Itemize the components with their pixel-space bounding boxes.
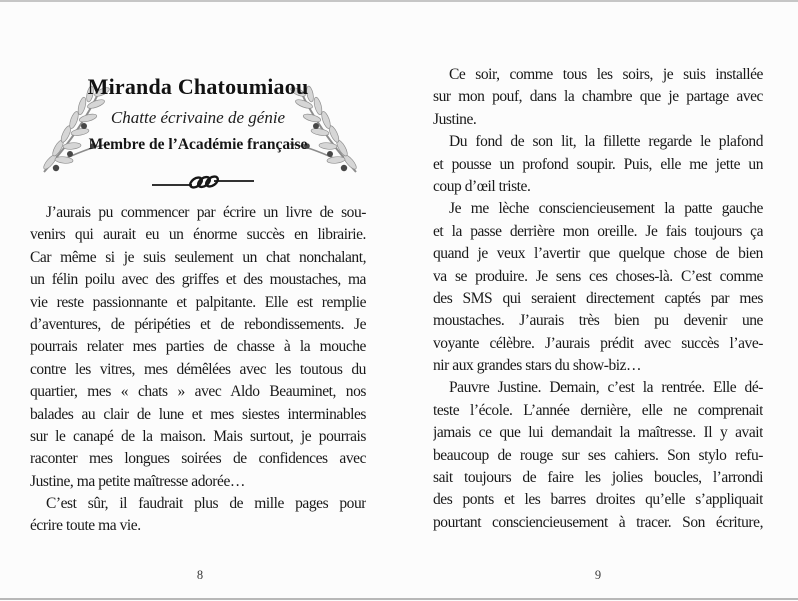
text-line: et la passe derrière mon oreille. Je fais toujours ça — [433, 222, 763, 240]
text-line: moustaches. J’aurais très bien pu devenir une — [433, 312, 763, 330]
text-line: sur le canapé de la maison. Mais surtout, je pourrais — [30, 427, 366, 445]
page-left-body-text — [30, 202, 366, 538]
text-line: contre les vitres, mes démêlées avec les toutous du — [30, 360, 366, 378]
text-line: voyante célèbre. J’aurais prédit avec succès l’ave- — [433, 334, 763, 352]
page-number-right: 9 — [594, 568, 602, 582]
text-line: venirs qui aurait eu un énorme succès en librairie. — [30, 226, 366, 244]
text-line: Justine, ma petite maîtresse adorée… — [30, 472, 245, 490]
text-line: va se produire. Je sens ces choses-là. C’est comme — [433, 267, 763, 285]
text-line: C’est sûr, il faudrait plus de mille pages pour — [46, 495, 366, 513]
text-line: pourrais relater mes parties de chasse à la mouche — [30, 338, 366, 356]
text-line: teste l’école. L’année dernière, elle ne comprenait — [433, 401, 763, 419]
text-line: Je me lèche consciencieusement la patte gauche — [449, 200, 763, 218]
text-line: écrire toute ma vie. — [30, 517, 141, 535]
text-line: des ponts et les barres droites qu’elle s’appliquait — [433, 491, 763, 509]
rope-twist-divider-icon — [150, 170, 256, 194]
text-line: balades au clair de lune et mes siestes interminables — [30, 405, 366, 423]
text-line: beaucoup de rouge sur ses cahiers. Son stylo refu- — [433, 446, 763, 464]
text-line: quartier, mes « chats » avec Aldo Beauminet, nos — [30, 383, 366, 401]
text-line: et pousse un profond soupir. Puis, elle me jette un — [433, 155, 763, 173]
text-line: raconter mes longues soirées de confidences avec — [30, 450, 366, 468]
text-line: quand je veux l’avertir que quelque chose de bien — [433, 245, 763, 263]
text-line: nir aux grandes stars du show-biz… — [433, 357, 642, 375]
text-line: J’aurais pu commencer par écrire un livre de sou- — [46, 204, 366, 221]
text-line: Du fond de son lit, la fillette regarde le plafond — [449, 133, 763, 151]
author-subtitle: Chatte écrivaine de génie — [110, 108, 286, 127]
text-line: d’aventures, de péripéties et de rebondissements. Je — [30, 315, 366, 333]
bottom-edge-line — [0, 598, 798, 600]
text-line: Ce soir, comme tous les soirs, je suis installée — [449, 66, 763, 83]
author-title: Miranda Chatoumiaou — [87, 74, 309, 99]
text-line: Pauvre Justine. Demain, c’est la rentrée. Elle dé- — [449, 379, 763, 397]
page-right-body-text — [433, 64, 763, 534]
page-number-left: 8 — [196, 568, 204, 582]
text-line: sait toujours de faire les jolies boucles, l’arrondi — [433, 469, 763, 487]
author-affiliation: Membre de l’Académie française — [88, 136, 308, 153]
text-line: des SMS qui seraient directement captés par mes — [433, 289, 763, 307]
text-line: vie reste passionnante et palpitante. Elle est remplie — [30, 293, 366, 311]
text-line: un félin poilu avec des griffes et des moustaches, ma — [30, 271, 366, 289]
text-line: sur mon pouf, dans la chambre que je partage avec — [433, 88, 763, 106]
text-line: Car même si je suis seulement un chat nonchalant, — [30, 248, 366, 266]
text-line: jamais ce que lui demandait la maîtresse. Il y avait — [433, 424, 763, 442]
text-line: Justine. — [433, 110, 477, 128]
text-line: pourtant consciencieusement à tracer. Son écriture, — [433, 513, 763, 531]
top-edge-line — [0, 0, 798, 2]
text-line: coup d’œil triste. — [433, 177, 531, 195]
